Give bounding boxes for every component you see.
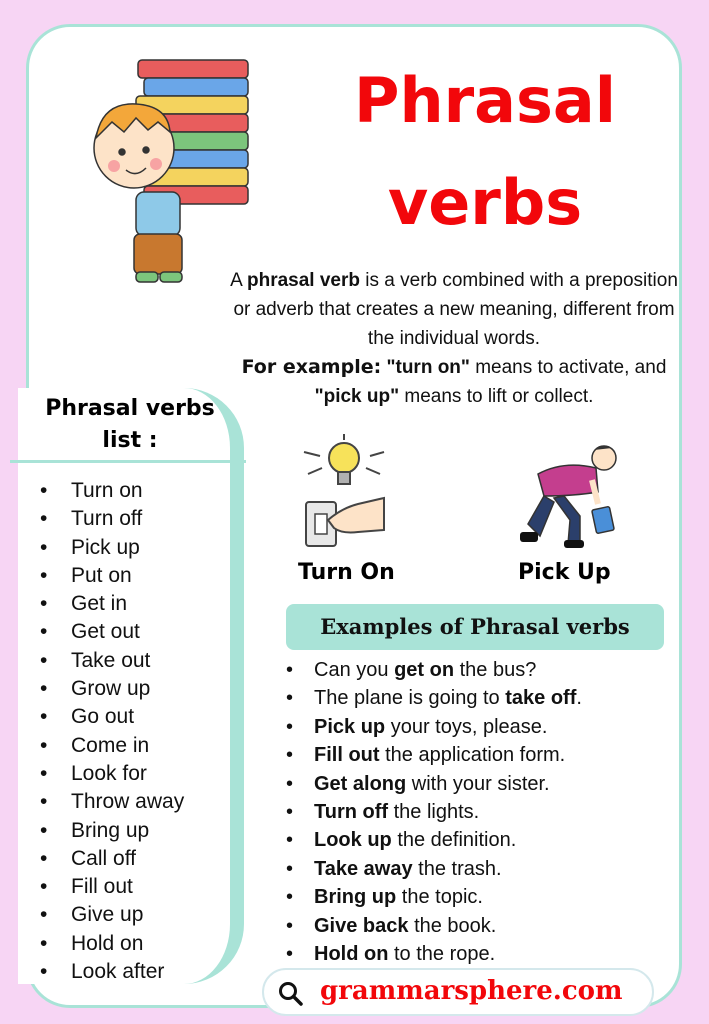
example-item xyxy=(286,713,582,741)
example-phrasal-verb: Hold on xyxy=(314,942,389,965)
example-phrasal-verb: Turn off xyxy=(314,800,389,823)
bullet: • xyxy=(40,705,48,729)
list-item xyxy=(40,760,184,788)
bullet: • xyxy=(286,772,294,795)
intro-term: phrasal verb xyxy=(247,270,360,291)
example-text: means to activate, and xyxy=(469,357,667,378)
bullet: • xyxy=(286,744,294,767)
example-item xyxy=(286,826,582,854)
list-item xyxy=(40,590,184,618)
intro-text: A xyxy=(230,270,247,291)
list-item xyxy=(40,505,184,533)
example-item xyxy=(286,883,582,911)
example-text: the trash. xyxy=(412,857,502,880)
list-item-label: Grow up xyxy=(71,677,151,701)
list-item xyxy=(40,845,184,873)
search-icon xyxy=(278,981,304,1007)
example-text: Can you xyxy=(314,659,395,681)
example-item xyxy=(286,684,582,712)
example-text: The plane is going to xyxy=(314,687,506,710)
list-item xyxy=(40,873,184,901)
example-phrasal-verb: Take away xyxy=(314,857,413,880)
list-item xyxy=(40,930,184,958)
list-item-label: Look after xyxy=(71,960,165,984)
bullet: • xyxy=(286,886,294,909)
bullet: • xyxy=(40,535,48,559)
bullet: • xyxy=(40,563,48,587)
list-item xyxy=(40,703,184,731)
example-item xyxy=(286,912,582,940)
verbs-list xyxy=(40,477,184,986)
example-text: the definition. xyxy=(391,829,517,852)
list-item-label: Get out xyxy=(71,620,140,644)
example-phrasal-verb: Get along xyxy=(314,772,407,795)
bullet: • xyxy=(40,677,48,701)
bullet: • xyxy=(40,479,48,502)
page-title-line-2: verbs xyxy=(387,166,583,239)
example-text: the bus? xyxy=(454,659,537,681)
list-item-label: Pick up xyxy=(71,535,140,559)
example-text: the lights. xyxy=(388,800,480,823)
list-item xyxy=(40,534,184,562)
light-switch-illustration xyxy=(298,434,388,552)
bullet: • xyxy=(40,620,48,644)
example-term: "pick up" xyxy=(314,386,400,407)
list-item-label: Go out xyxy=(71,705,135,729)
list-item xyxy=(40,675,184,703)
bullet: • xyxy=(40,592,48,616)
list-item-label: Give up xyxy=(71,903,144,927)
bullet: • xyxy=(286,914,294,937)
bullet: • xyxy=(40,761,48,785)
example-text: the application form. xyxy=(379,744,566,767)
person-picking-up-illustration xyxy=(514,440,624,550)
list-item-label: Fill out xyxy=(71,875,133,899)
list-item xyxy=(40,618,184,646)
list-item-label: Turn off xyxy=(71,507,143,531)
example-phrasal-verb: get on xyxy=(394,659,455,681)
list-item xyxy=(40,477,184,505)
example-text: means to lift or collect. xyxy=(399,386,594,407)
bullet: • xyxy=(40,931,48,955)
bullet: • xyxy=(40,960,48,984)
example-text: the topic. xyxy=(396,886,483,909)
list-item-label: Hold on xyxy=(71,931,144,955)
list-item xyxy=(40,732,184,760)
list-item-label: Throw away xyxy=(71,790,185,814)
example-item xyxy=(286,940,582,968)
bullet: • xyxy=(40,648,48,672)
caption-pick-up: Pick Up xyxy=(518,560,611,585)
verbs-list-title: Phrasal verbs list : xyxy=(45,396,215,453)
example-text: with your sister. xyxy=(406,772,550,795)
bullet: • xyxy=(286,800,294,823)
list-item-label: Look for xyxy=(71,761,147,785)
example-item xyxy=(286,656,582,684)
list-item-label: Bring up xyxy=(71,818,150,842)
list-item-label: Turn on xyxy=(71,479,143,502)
list-item xyxy=(40,817,184,845)
examples-heading: Examples of Phrasal verbs xyxy=(286,604,664,650)
website-badge[interactable] xyxy=(262,968,654,1016)
list-item xyxy=(40,647,184,675)
bullet: • xyxy=(40,733,48,757)
example-phrasal-verb: Look up xyxy=(314,829,392,852)
example-text: the book. xyxy=(408,914,497,937)
example-item xyxy=(286,855,582,883)
examples-list xyxy=(286,656,582,968)
example-item xyxy=(286,798,582,826)
list-item-label: Put on xyxy=(71,563,132,587)
example-phrasal-verb: Give back xyxy=(314,914,409,937)
example-term: "turn on" xyxy=(386,357,470,378)
bullet: • xyxy=(286,659,294,681)
example-phrasal-verb: Bring up xyxy=(314,886,397,909)
bullet: • xyxy=(40,903,48,927)
list-item-label: Come in xyxy=(71,733,150,757)
list-item xyxy=(40,562,184,590)
list-item xyxy=(40,788,184,816)
example-text: your toys, please. xyxy=(385,715,548,738)
list-item xyxy=(40,958,184,986)
website-url[interactable]: grammarsphere.com xyxy=(320,976,623,1006)
page-title-line-1: Phrasal xyxy=(354,64,616,137)
example-phrasal-verb: Fill out xyxy=(314,744,380,767)
bullet: • xyxy=(40,846,48,870)
example-text: to the rope. xyxy=(388,942,496,965)
bullet: • xyxy=(40,875,48,899)
bullet: • xyxy=(40,507,48,531)
intro-text: is a verb combined with a preposition or adverb that creates a new meaning, different from the individual words. xyxy=(233,270,678,349)
list-item-label: Take out xyxy=(71,648,151,672)
list-item xyxy=(40,901,184,929)
list-item-label: Get in xyxy=(71,592,128,616)
bullet: • xyxy=(286,829,294,852)
kid-with-books-illustration xyxy=(78,52,258,292)
bullet: • xyxy=(286,942,294,965)
bullet: • xyxy=(40,818,48,842)
caption-turn-on: Turn On xyxy=(298,560,395,585)
bullet: • xyxy=(286,857,294,880)
bullet: • xyxy=(40,790,48,814)
example-phrasal-verb: take off xyxy=(505,687,577,710)
example-lead: For example: xyxy=(241,356,382,378)
example-item xyxy=(286,741,582,769)
example-item xyxy=(286,770,582,798)
list-item-label: Call off xyxy=(71,846,136,870)
divider xyxy=(10,460,246,463)
example-text: . xyxy=(576,687,582,710)
intro-paragraph xyxy=(226,266,682,411)
bullet: • xyxy=(286,687,294,710)
example-phrasal-verb: Pick up xyxy=(314,715,386,738)
bullet: • xyxy=(286,715,294,738)
